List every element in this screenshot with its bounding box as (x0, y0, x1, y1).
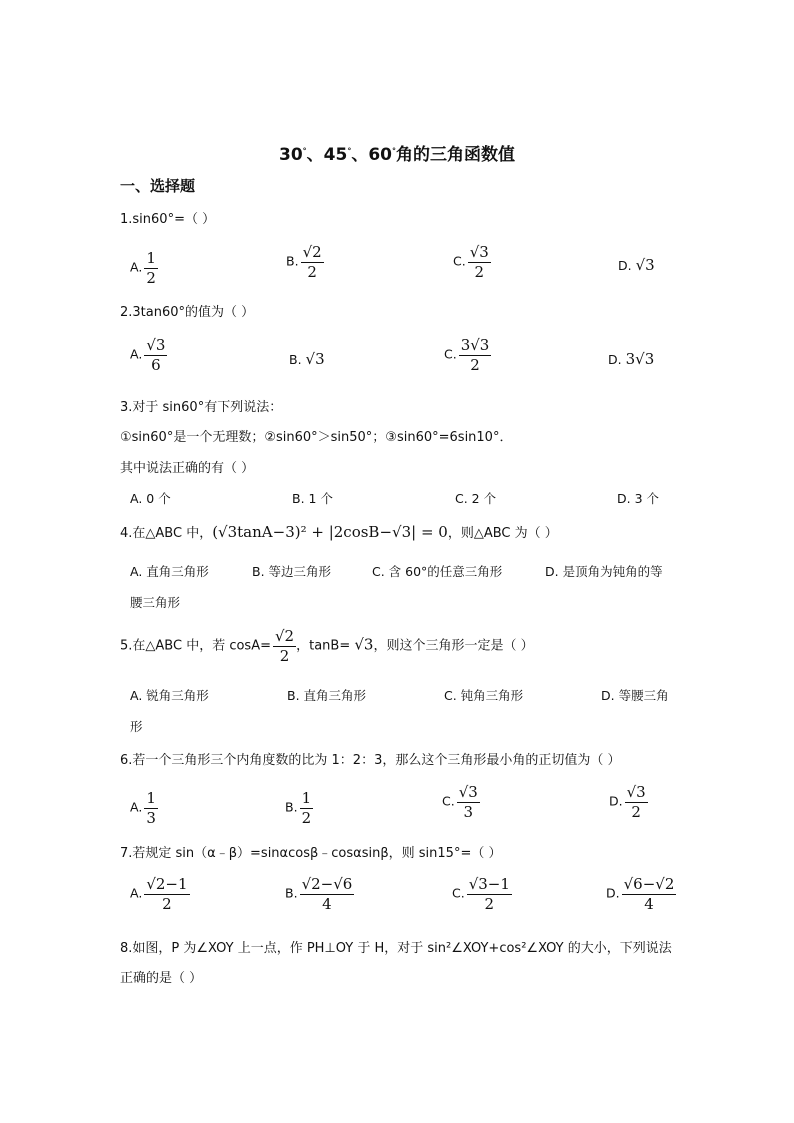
numerator: √2 (302, 243, 322, 261)
question-3-prompt: 其中说法正确的有（ ） (120, 461, 255, 476)
q6-option-b[interactable] (285, 790, 313, 826)
denominator: 2 (279, 646, 290, 665)
question-1-stem: 1.sin60°=（ ） (120, 212, 216, 227)
q7-option-d[interactable] (606, 876, 676, 912)
numerator: √2 (275, 627, 295, 645)
option-letter: A. (130, 885, 143, 901)
q7-option-a[interactable] (130, 876, 190, 912)
fraction (301, 244, 324, 280)
fraction (300, 876, 355, 912)
option-letter: B. (286, 253, 299, 269)
page-title (0, 140, 794, 165)
denominator: 2 (470, 355, 480, 374)
q6-option-d[interactable] (609, 784, 648, 820)
degree-mark: ° (392, 146, 396, 156)
radical: 3√3 (625, 350, 655, 368)
q1-option-b[interactable] (286, 244, 324, 280)
section-heading: 一、选择题 (120, 177, 196, 195)
fraction (144, 876, 189, 912)
radical: √3 (354, 635, 374, 654)
option-letter: A. (130, 346, 143, 362)
denominator: 3 (146, 808, 156, 827)
numerator: 1 (146, 249, 156, 267)
question-3-stem: 3.对于 sin60°有下列说法： (120, 400, 283, 415)
numerator: √3 (626, 783, 646, 801)
numerator: 1 (146, 789, 156, 807)
denominator: 2 (162, 894, 172, 913)
q6-option-c[interactable] (442, 784, 480, 820)
degree-mark: ° (347, 146, 352, 156)
question-3-statements: ①sin60°是一个无理数；②sin60°＞sin50°；③sin60°=6sin10°． (120, 430, 513, 445)
denominator: 2 (484, 894, 495, 913)
fraction (622, 876, 677, 912)
fraction (467, 876, 512, 912)
q5-option-d[interactable]: D. 等腰三角 (601, 688, 669, 703)
q3-option-b[interactable]: B. 1 个 (292, 491, 333, 506)
radical: √3 (305, 350, 325, 368)
option-letter: D. (618, 258, 632, 273)
q4-option-d[interactable]: D. 是顶角为钝角的等 (545, 564, 663, 579)
q5-prefix: 5.在△ABC 中，若 cosA= (120, 638, 271, 654)
numerator: 1 (301, 789, 312, 807)
q4-prefix: 4.在△ABC 中， (120, 526, 213, 541)
q1-option-c[interactable] (453, 244, 491, 280)
q1-option-d[interactable] (618, 256, 655, 274)
question-2-stem: 2.3tan60°的值为（ ） (120, 305, 255, 320)
q3-option-a[interactable]: A. 0 个 (130, 491, 171, 506)
q5-option-d-wrap: 形 (130, 719, 143, 734)
question-8-prompt: 正确的是（ ） (120, 971, 203, 986)
degree-mark: ° (302, 146, 307, 156)
radical: √3 (635, 256, 655, 274)
option-letter: D. (606, 885, 620, 901)
q3-option-c[interactable]: C. 2 个 (455, 491, 497, 506)
q1-option-a[interactable] (130, 250, 158, 286)
q4-option-c[interactable]: C. 含 60°的任意三角形 (372, 564, 503, 579)
fraction (459, 337, 492, 373)
q4-expression: (√3tanA−3)² + |2cosB−√3| = 0 (212, 523, 448, 541)
q4-suffix: ，则△ABC 为（ ） (447, 526, 558, 541)
title-part: 30 (278, 145, 303, 165)
question-4-stem (120, 522, 558, 541)
denominator: 2 (631, 802, 641, 821)
q2-option-c[interactable] (444, 337, 491, 373)
denominator: 2 (146, 268, 156, 287)
q2-option-b[interactable] (289, 350, 325, 368)
option-letter: B. (285, 799, 298, 815)
numerator: √3 (458, 783, 478, 801)
option-letter: B. (289, 352, 302, 367)
option-letter: B. (285, 885, 298, 901)
fraction (457, 784, 480, 820)
q5-suffix: ，则这个三角形一定是（ ） (373, 638, 534, 654)
numerator: √2−√6 (301, 875, 353, 893)
cos-fraction (273, 628, 296, 664)
option-letter: C. (452, 885, 465, 901)
q6-option-a[interactable] (130, 790, 158, 826)
title-part: 角的三角函数值 (396, 145, 515, 165)
fraction (468, 244, 491, 280)
q2-option-d[interactable] (608, 350, 654, 368)
denominator: 4 (644, 894, 654, 913)
q4-option-a[interactable]: A. 直角三角形 (130, 564, 209, 579)
denominator: 2 (301, 808, 312, 827)
question-5-stem (120, 628, 534, 664)
option-letter: D. (609, 793, 623, 809)
title-part: 、45 (306, 145, 348, 165)
q4-option-b[interactable]: B. 等边三角形 (252, 564, 332, 579)
option-letter: A. (130, 799, 143, 815)
denominator: 2 (474, 262, 485, 281)
option-letter: D. (608, 352, 622, 367)
question-6-stem: 6.若一个三角形三个内角度数的比为 1：2：3，那么这个三角形最小角的正切值为（ ） (120, 753, 621, 768)
denominator: 4 (322, 894, 332, 913)
q5-option-b[interactable]: B. 直角三角形 (287, 688, 367, 703)
numerator: √3 (146, 336, 166, 354)
fraction (144, 790, 158, 826)
fraction (625, 784, 648, 820)
fraction (144, 250, 158, 286)
q5-mid: ，tanB= (296, 638, 351, 654)
denominator: 6 (151, 355, 161, 374)
option-letter: C. (442, 793, 455, 809)
q2-option-a[interactable] (130, 337, 167, 373)
fraction (144, 337, 167, 373)
numerator: √6−√2 (623, 875, 675, 893)
q5-option-a[interactable]: A. 锐角三角形 (130, 688, 209, 703)
q3-option-d[interactable]: D. 3 个 (617, 491, 659, 506)
question-7-stem: 7.若规定 sin（α﹣β）=sinαcosβ﹣cosαsinβ，则 sin15°=（ ） (120, 846, 502, 861)
denominator: 3 (463, 802, 474, 821)
q5-option-c[interactable]: C. 钝角三角形 (444, 688, 524, 703)
question-8-stem: 8.如图，P 为∠XOY 上一点，作 PH⊥OY 于 H，对于 sin²∠XOY+cos²∠XOY 的大小，下列说法 (120, 941, 672, 956)
option-letter: C. (444, 346, 457, 362)
q7-option-b[interactable] (285, 876, 354, 912)
denominator: 2 (307, 262, 317, 281)
numerator: √3−1 (468, 875, 510, 893)
q4-option-d-wrap: 腰三角形 (130, 595, 181, 610)
option-letter: C. (453, 253, 466, 269)
numerator: 3√3 (460, 336, 490, 354)
title-part: 、60 (351, 145, 392, 165)
q7-option-c[interactable] (452, 876, 512, 912)
numerator: √2−1 (146, 875, 188, 893)
numerator: √3 (469, 243, 489, 261)
option-letter: A. (130, 259, 143, 275)
fraction (300, 790, 314, 826)
